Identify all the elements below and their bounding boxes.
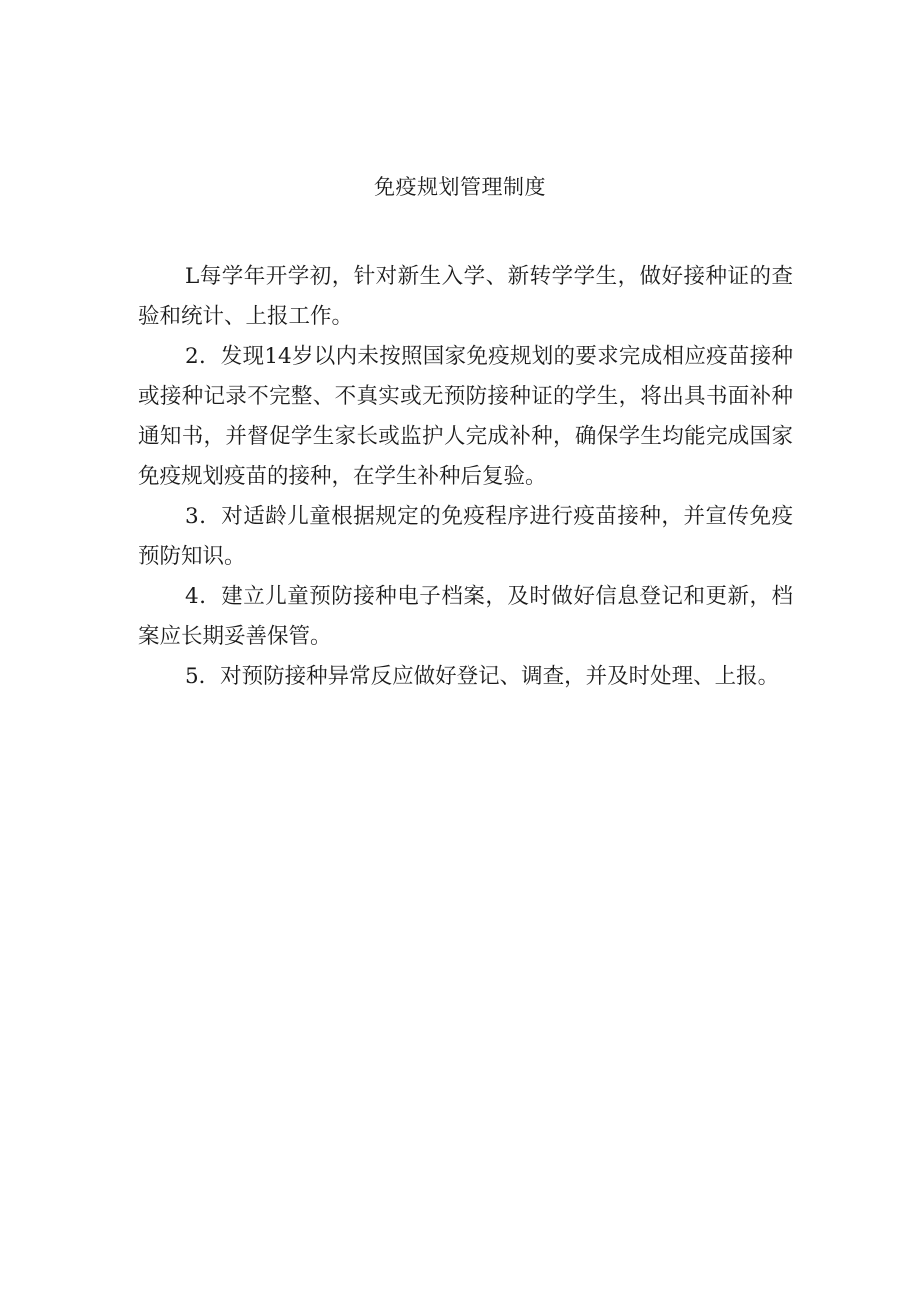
- paragraph-4: 4．建立儿童预防接种电子档案，及时做好信息登记和更新，档案应长期妥善保管。: [138, 584, 793, 649]
- document-title: 免疫规划管理制度: [374, 175, 546, 199]
- document-body: [138, 257, 793, 697]
- paragraph-2: 2．发现14岁以内未按照国家免疫规划的要求完成相应疫苗接种或接种记录不完整、不真实或无预防接种证的学生，将出具书面补种通知书，并督促学生家长或监护人完成补种，确保学生均能完成国家免疫规划疫苗的接种，在学生补种后复验。: [138, 344, 793, 489]
- paragraph-1: L每学年开学初，针对新生入学、新转学学生，做好接种证的查验和统计、上报工作。: [138, 264, 793, 329]
- paragraph-5: 5．对预防接种异常反应做好登记、调查，并及时处理、上报。: [185, 664, 780, 689]
- paragraph-3: 3．对适龄儿童根据规定的免疫程序进行疫苗接种，并宣传免疫预防知识。: [138, 504, 793, 569]
